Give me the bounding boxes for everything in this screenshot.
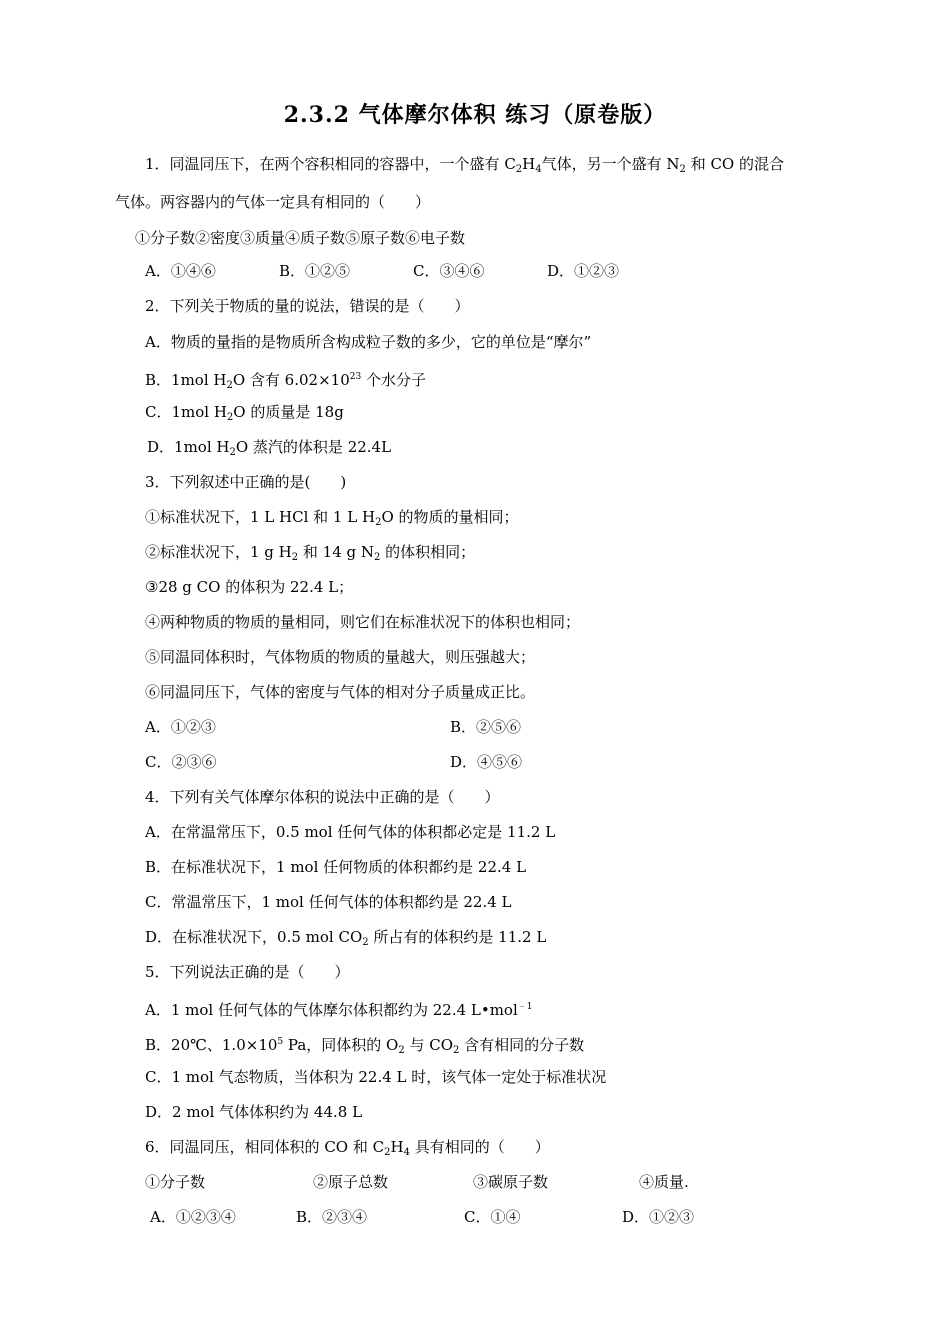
q3-item-2: ②标准状况下，1 g $H_2$ 和 14 g $N_2$ 的体积相同； bbox=[145, 543, 476, 563]
q5-option-d: D．2 mol 气体体积约为 44.8 L bbox=[145, 1103, 363, 1121]
q3-option-d: D．④⑤⑥ bbox=[450, 753, 523, 771]
q4-option-c: C．常温常压下，1 mol 任何气体的体积都约是 22.4 L bbox=[145, 893, 512, 911]
q4-stem: 4．下列有关气体摩尔体积的说法中正确的是（ ） bbox=[145, 788, 500, 806]
q5-option-b: B．20℃、$1.0\times 10^5$ Pa，同体积的 $O_2$ 与 $CO_2$ 含有相同的分子数 bbox=[145, 1036, 585, 1056]
q6-option-d: D．①②③ bbox=[622, 1208, 695, 1226]
q1-option-d: D．①②③ bbox=[547, 262, 620, 280]
q6-items bbox=[145, 1172, 689, 1192]
q2-stem: 2．下列关于物质的量的说法，错误的是（ ） bbox=[145, 297, 470, 315]
q4-option-d: D．在标准状况下，0.5 mol $CO_2$ 所占有的体积约是 11.2 L bbox=[145, 928, 547, 948]
q3-item-3: ③28 g CO 的体积为 22.4 L； bbox=[145, 578, 354, 596]
q3-item-1: ①标准状况下，1 L HCl 和 1 L $H_2O$ 的物质的量相同； bbox=[145, 508, 519, 528]
q1-option-a: A．①④⑥ bbox=[145, 262, 216, 280]
q3-item-5: ⑤同温同体积时，气体物质的物质的量越大，则压强越大； bbox=[145, 648, 536, 666]
q6-options bbox=[150, 1207, 694, 1227]
q6-item-2: ②原子总数 bbox=[313, 1173, 389, 1191]
q5-option-c: C．1 mol 气态物质，当体积为 22.4 L 时，该气体一定处于标准状况 bbox=[145, 1068, 607, 1086]
q6-option-a: A．①②③④ bbox=[150, 1208, 236, 1226]
q2-option-d: D．1mol $H_2O$ 蒸汽的体积是 22.4L bbox=[147, 438, 392, 458]
q3-option-a: A．①②③ bbox=[145, 718, 216, 736]
q6-option-c: C．①④ bbox=[464, 1208, 521, 1226]
q2-option-b: B．1mol $H_2O$ 含有 $6.02\times 10^{23}$ 个水分子 bbox=[145, 371, 426, 391]
page-title: 2.3.2 气体摩尔体积 练习（原卷版） bbox=[283, 102, 667, 128]
q5-option-a: A．1 mol 任何气体的气体摩尔体积都约为 22.4 L•mol$^{﹣1}$ bbox=[145, 1001, 533, 1019]
q3-option-c: C．②③⑥ bbox=[145, 753, 217, 771]
q1-option-c: C．③④⑥ bbox=[413, 262, 485, 280]
q1-option-b: B．①②⑤ bbox=[279, 262, 351, 280]
q1-stem-line2: 气体。两容器内的气体一定具有相同的（ ） bbox=[115, 193, 431, 211]
q3-stem: 3．下列叙述中正确的是( ) bbox=[145, 473, 347, 491]
q3-item-4: ④两种物质的物质的量相同，则它们在标准状况下的体积也相同； bbox=[145, 613, 581, 631]
q4-option-a: A．在常温常压下，0.5 mol 任何气体的体积都必定是 11.2 L bbox=[145, 823, 556, 841]
q1-stem-line1: 1．同温同压下，在两个容积相同的容器中，一个盛有 $C_2H_4$气体，另一个盛有 $N_2$ 和 CO 的混合 bbox=[145, 155, 785, 175]
q6-item-1: ①分子数 bbox=[145, 1173, 206, 1191]
q2-option-a: A．物质的量指的是物质所含构成粒子数的多少，它的单位是“摩尔” bbox=[145, 333, 592, 351]
q5-stem: 5．下列说法正确的是（ ） bbox=[145, 963, 350, 981]
q4-option-b: B．在标准状况下，1 mol 任何物质的体积都约是 22.4 L bbox=[145, 858, 527, 876]
q3-item-6: ⑥同温同压下，气体的密度与气体的相对分子质量成正比。 bbox=[145, 683, 536, 701]
q6-item-4: ④质量. bbox=[639, 1173, 689, 1191]
q1-items: ①分子数②密度③质量④质子数⑤原子数⑥电子数 bbox=[135, 229, 466, 247]
q3-option-b: B．②⑤⑥ bbox=[450, 718, 522, 736]
q6-item-3: ③碳原子数 bbox=[473, 1173, 549, 1191]
q1-options bbox=[145, 261, 619, 281]
q6-option-b: B．②③④ bbox=[296, 1208, 368, 1226]
q6-stem: 6．同温同压，相同体积的 CO 和 $C_2H_4$ 具有相同的（ ） bbox=[145, 1138, 550, 1158]
q2-option-c: C．1mol $H_2O$ 的质量是 18g bbox=[145, 403, 344, 423]
